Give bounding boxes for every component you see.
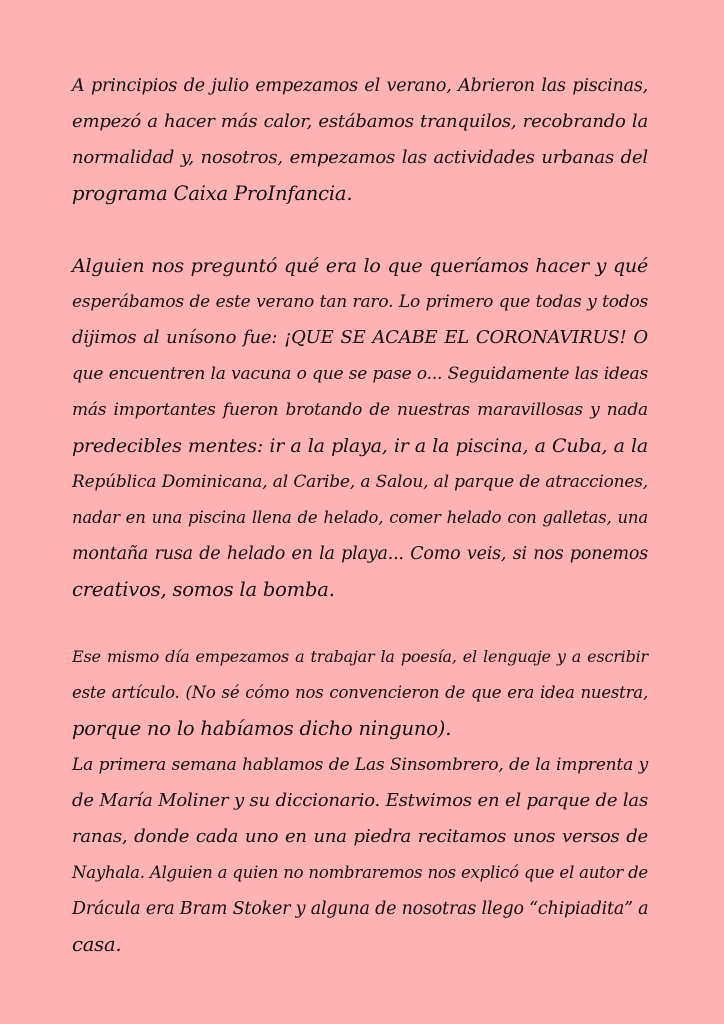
text-line: normalidad y, nosotros, empezamos las actividades urbanas del	[72, 147, 648, 168]
text-line: La primera semana hablamos de Las Sinsombrero, de la imprenta y	[72, 755, 648, 775]
text-line: casa.	[72, 933, 122, 956]
text-line: que encuentren la vacuna o que se pase o... Seguidamente las ideas	[72, 364, 648, 384]
text-line: de María Moliner y su diccionario. Estwimos en el parque de las	[72, 790, 648, 811]
text-line: A principios de julio empezamos el verano, Abrieron las piscinas,	[72, 76, 648, 96]
text-line: República Dominicana, al Caribe, a Salou, al parque de atracciones,	[72, 472, 648, 492]
text-line: esperábamos de este verano tan raro. Lo primero que todas y todos	[72, 292, 648, 312]
text-line: creativos, somos la bomba.	[72, 578, 335, 601]
text-line: Drácula era Bram Stoker y alguna de nosotras llego “chipiadita” a	[72, 899, 649, 919]
text-line: ranas, donde cada uno en una piedra recitamos unos versos de	[72, 826, 648, 847]
text-line: Nayhala. Alguien a quien no nombraremos nos explicó que el autor de	[72, 863, 648, 882]
text-line: empezó a hacer más calor, estábamos tranquilos, recobrando la	[72, 111, 648, 132]
text-line: nadar en una piscina llena de helado, comer helado con galletas, una	[72, 508, 648, 527]
text-line: Ese mismo día empezamos a trabajar la poesía, el lenguaje y a escribir	[72, 647, 648, 666]
text-line: porque no lo habíamos dicho ninguno).	[72, 717, 452, 740]
text-line: dijimos al unísono fue: ¡QUE SE ACABE EL CORONAVIRUS! O	[72, 327, 648, 348]
text-line: este artículo. (No sé cómo nos convencieron de que era idea nuestra,	[72, 683, 648, 702]
text-line: predecibles mentes: ir a la playa, ir a la piscina, a Cuba, a la	[72, 435, 648, 457]
text-line: montaña rusa de helado en la playa... Como veis, si nos ponemos	[72, 544, 648, 564]
text-line: Alguien nos preguntó qué era lo que queríamos hacer y qué	[72, 255, 648, 277]
text-line: más importantes fueron brotando de nuestras maravillosas y nada	[72, 400, 648, 420]
text-line: programa Caixa ProInfancia.	[72, 182, 353, 205]
